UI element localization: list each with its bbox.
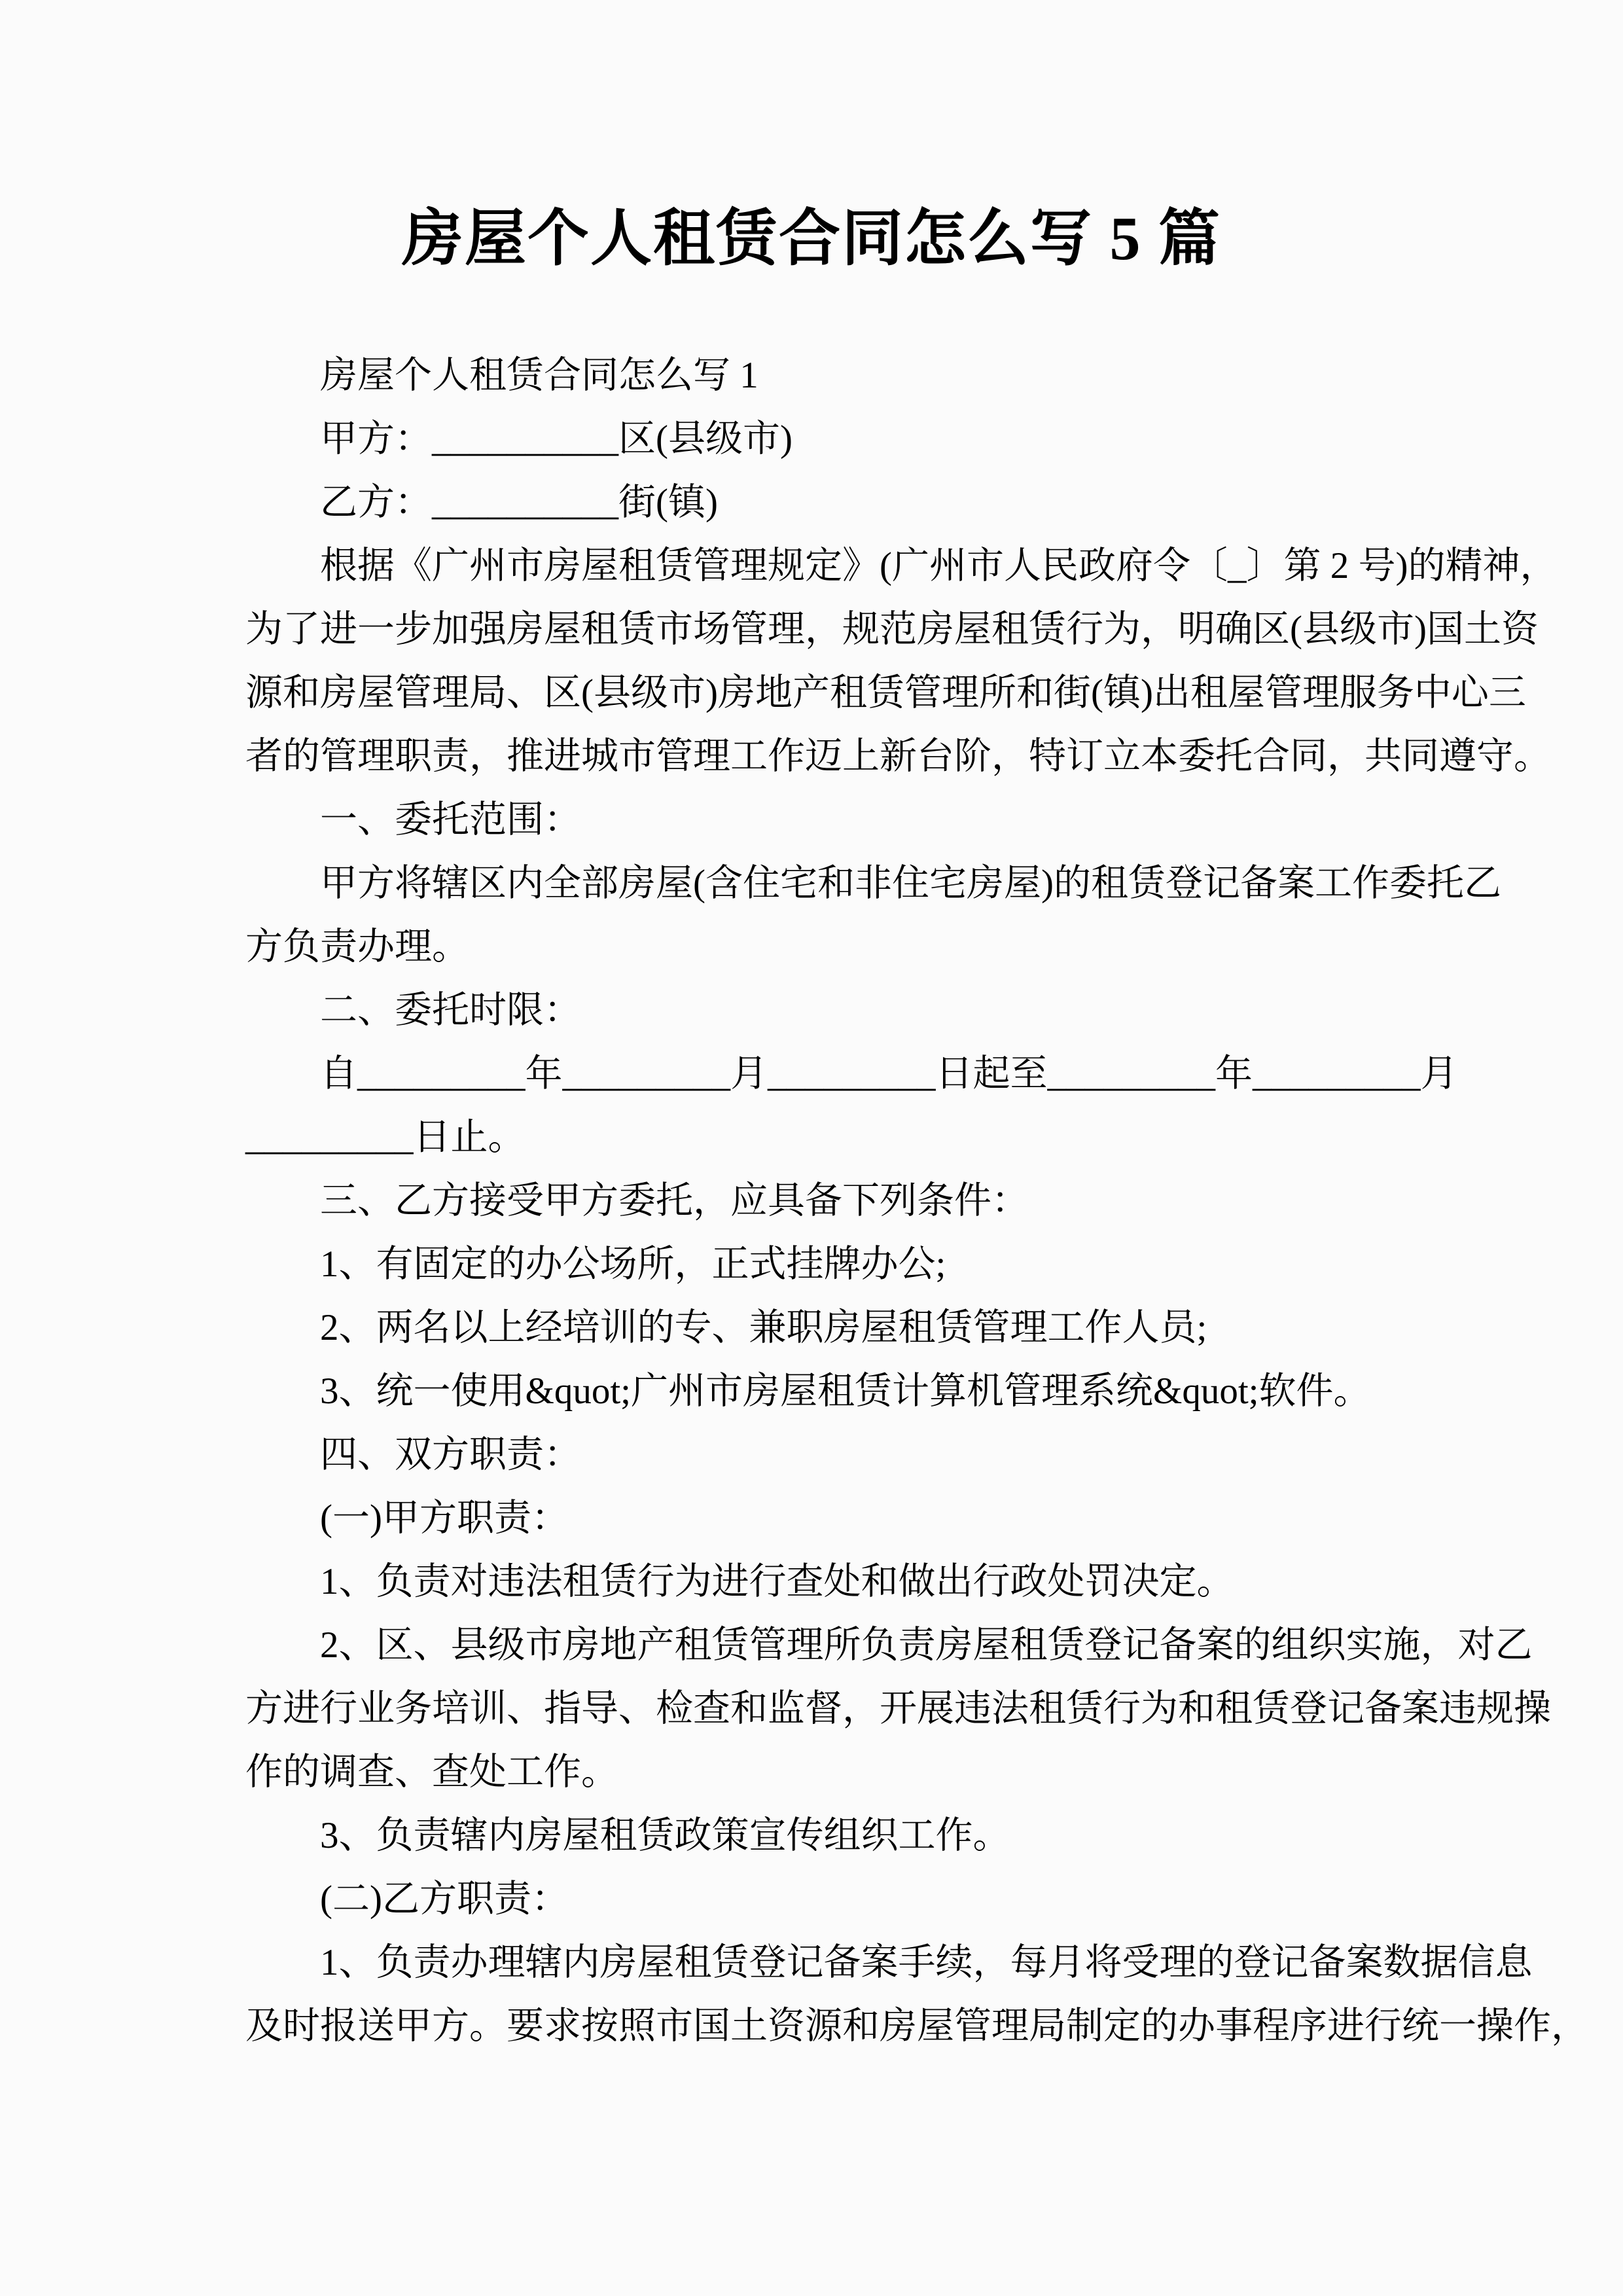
document-line: 乙方：__________街(镇) <box>320 482 718 523</box>
document-line: 3、统一使用&quot;广州市房屋租赁计算机管理系统&quot;软件。 <box>320 1371 1371 1412</box>
document-line: (二)乙方职责： <box>320 1878 569 1920</box>
document-line: 方进行业务培训、指导、检查和监督，开展违法租赁行为和租赁登记备案违规操 <box>245 1688 1551 1729</box>
document-line: 自_________年_________月_________日起至_________年_________月 <box>320 1053 1458 1094</box>
document-line: 1、有固定的办公场所，正式挂牌办公; <box>320 1244 946 1285</box>
document-line: 方负责办理。 <box>245 926 469 967</box>
document-body <box>245 344 1588 2058</box>
document-line: (一)甲方职责： <box>320 1498 569 1539</box>
document-line: 房屋个人租赁合同怎么写 1 <box>320 355 758 396</box>
document-line: 2、区、县级市房地产租赁管理所负责房屋租赁登记备案的组织实施，对乙 <box>320 1624 1533 1666</box>
document-line: 源和房屋管理局、区(县级市)房地产租赁管理所和街(镇)出租屋管理服务中心三 <box>245 672 1526 713</box>
document-line: 三、乙方接受甲方委托，应具备下列条件： <box>320 1180 1029 1221</box>
document-line: 甲方将辖区内全部房屋(含住宅和非住宅房屋)的租赁登记备案工作委托乙 <box>320 863 1501 904</box>
document-line: 一、委托范围： <box>320 799 581 840</box>
document-line: 3、负责辖内房屋租赁政策宣传组织工作。 <box>320 1815 1010 1856</box>
document-line: 根据《广州市房屋租赁管理规定》(广州市人民政府令〔_〕第 2 号)的精神， <box>320 545 1558 586</box>
document-line: 1、负责对违法租赁行为进行查处和做出行政处罚决定。 <box>320 1561 1234 1602</box>
document-line: 作的调查、查处工作。 <box>245 1751 618 1793</box>
document-line: 及时报送甲方。要求按照市国土资源和房屋管理局制定的办事程序进行统一操作， <box>245 2005 1588 2047</box>
document-line: 2、两名以上经培训的专、兼职房屋租赁管理工作人员; <box>320 1307 1207 1348</box>
document-line: 甲方：__________区(县级市) <box>320 418 793 459</box>
document-line: 为了进一步加强房屋租赁市场管理，规范房屋租赁行为，明确区(县级市)国土资 <box>245 609 1539 650</box>
document-line: 二、委托时限： <box>320 990 581 1031</box>
document-line: 者的管理职责，推进城市管理工作迈上新台阶，特订立本委托合同，共同遵守。 <box>245 736 1551 777</box>
document-line: 四、双方职责： <box>320 1434 581 1475</box>
document-line: 1、负责办理辖内房屋租赁登记备案手续，每月将受理的登记备案数据信息 <box>320 1942 1533 1983</box>
document-line: _________日止。 <box>245 1117 526 1158</box>
document-title: 房屋个人租赁合同怎么写 5 篇 <box>401 205 1221 273</box>
